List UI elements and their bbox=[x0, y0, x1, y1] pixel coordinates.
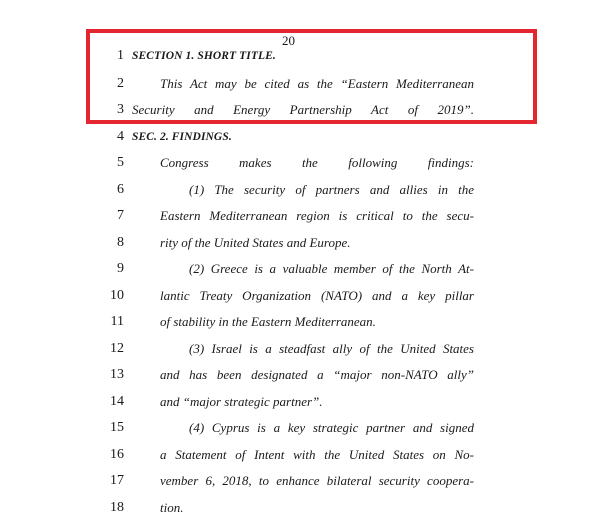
line-text: a Statement of Intent with the United States on No- bbox=[160, 447, 474, 462]
line-number: 9 bbox=[117, 261, 124, 276]
line-text: Eastern Mediterranean region is critical to the secu- bbox=[160, 208, 474, 223]
line-number: 11 bbox=[110, 314, 124, 329]
line-number: 13 bbox=[110, 367, 124, 382]
page-number: 20 bbox=[282, 33, 295, 48]
line-number: 16 bbox=[110, 447, 124, 462]
bill-line bbox=[0, 288, 593, 308]
bill-line bbox=[0, 473, 593, 493]
bill-line bbox=[0, 500, 593, 520]
bill-line bbox=[0, 129, 593, 149]
bill-line bbox=[0, 235, 593, 255]
line-text: tion. bbox=[160, 500, 184, 515]
line-text: vember 6, 2018, to enhance bilateral security coopera- bbox=[160, 473, 474, 488]
line-text: (1) The security of partners and allies in the bbox=[189, 182, 474, 197]
line-text: and “major strategic partner”. bbox=[160, 394, 323, 409]
bill-line bbox=[0, 314, 593, 334]
line-number: 15 bbox=[110, 420, 124, 435]
line-text: (4) Cyprus is a key strategic partner and signed bbox=[189, 420, 474, 435]
line-number: 5 bbox=[117, 155, 124, 170]
line-number: 17 bbox=[110, 473, 124, 488]
line-number: 7 bbox=[117, 208, 124, 223]
bill-line bbox=[0, 447, 593, 467]
line-number: 18 bbox=[110, 500, 124, 515]
line-text: lantic Treaty Organization (NATO) and a key pillar bbox=[160, 288, 474, 303]
line-number: 3 bbox=[117, 102, 124, 117]
line-number: 2 bbox=[117, 76, 124, 91]
line-number: 14 bbox=[110, 394, 124, 409]
bill-line bbox=[0, 341, 593, 361]
line-text: Security and Energy Partnership Act of 2019”. bbox=[132, 102, 474, 117]
bill-line bbox=[0, 367, 593, 387]
bill-line bbox=[0, 155, 593, 175]
line-text: rity of the United States and Europe. bbox=[160, 235, 351, 250]
bill-line bbox=[0, 394, 593, 414]
line-text: (2) Greece is a valuable member of the North At- bbox=[189, 261, 474, 276]
line-text: (3) Israel is a steadfast ally of the United States bbox=[189, 341, 474, 356]
line-text: This Act may be cited as the “Eastern Mediterranean bbox=[160, 76, 474, 91]
line-number: 1 bbox=[117, 48, 124, 63]
bill-line bbox=[0, 208, 593, 228]
line-number: 10 bbox=[110, 288, 124, 303]
line-number: 6 bbox=[117, 182, 124, 197]
section-heading: SEC. 2. FINDINGS. bbox=[132, 131, 232, 143]
bill-line bbox=[0, 261, 593, 281]
section-heading: SECTION 1. SHORT TITLE. bbox=[132, 50, 276, 62]
line-number: 12 bbox=[110, 341, 124, 356]
line-text: and has been designated a “major non-NATO ally” bbox=[160, 367, 474, 382]
red-highlight-box bbox=[86, 29, 537, 124]
bill-line bbox=[0, 182, 593, 202]
line-number: 8 bbox=[117, 235, 124, 250]
line-text: of stability in the Eastern Mediterranean. bbox=[160, 314, 376, 329]
line-number: 4 bbox=[117, 129, 124, 144]
bill-line bbox=[0, 420, 593, 440]
line-text: Congress makes the following findings: bbox=[160, 155, 474, 170]
